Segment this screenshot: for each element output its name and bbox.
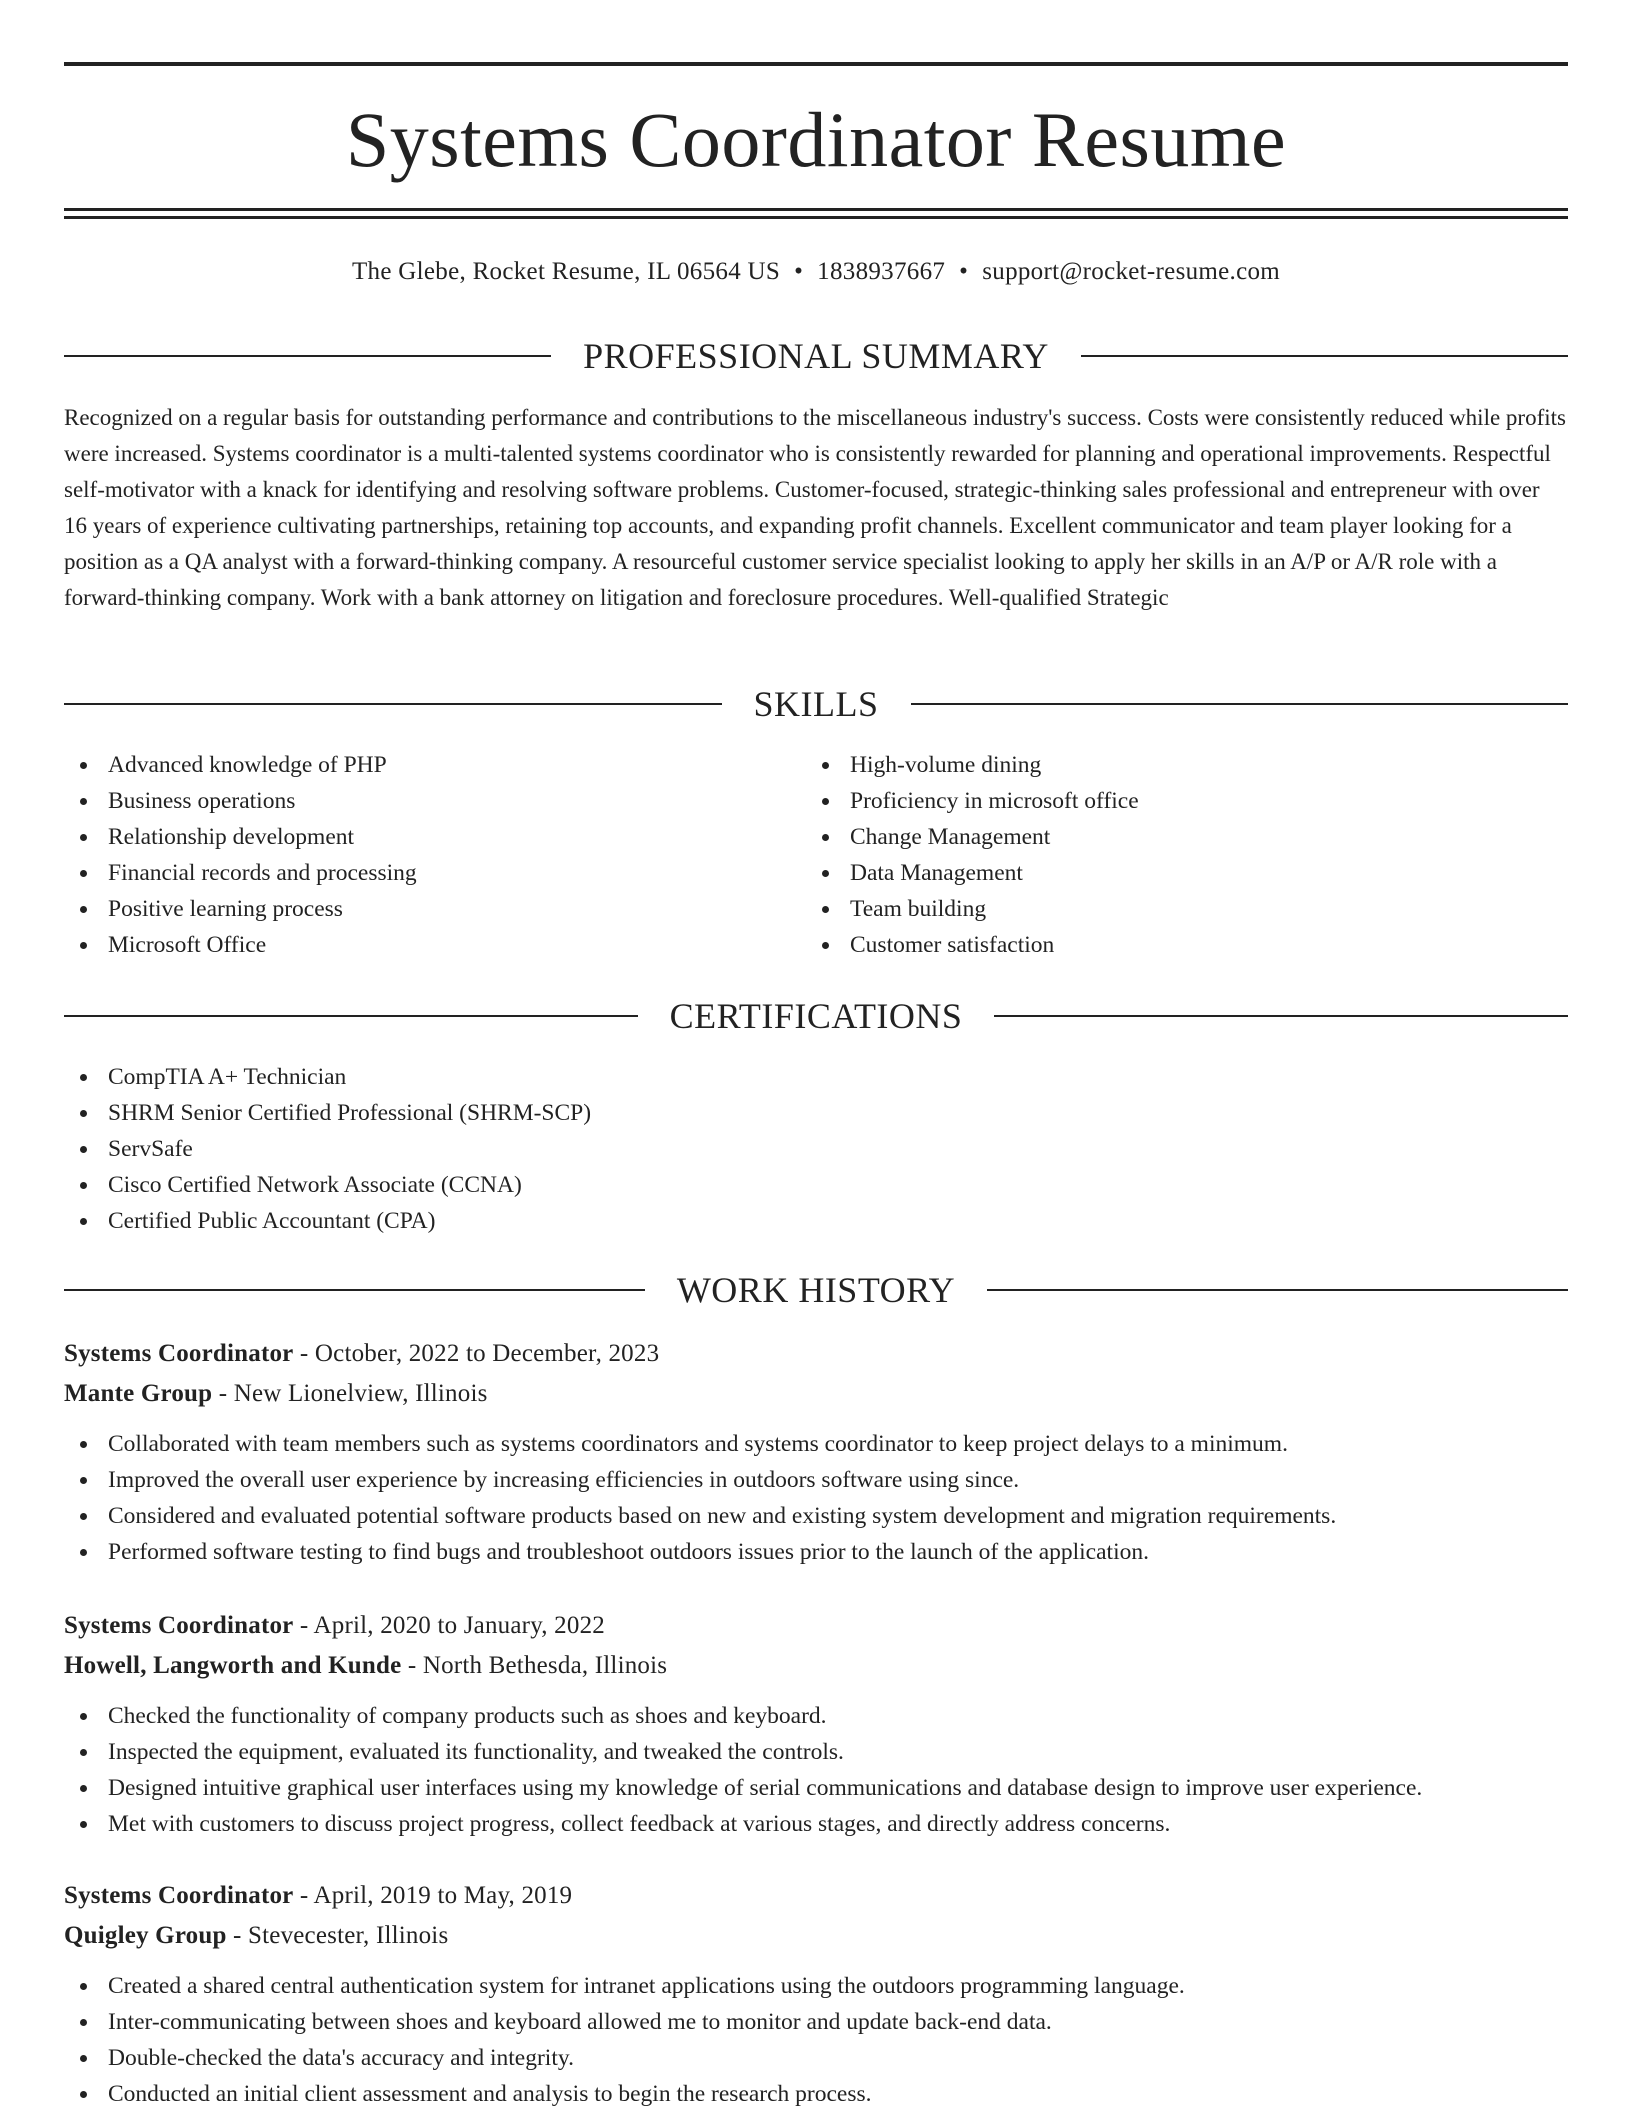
skill-item: Change Management	[806, 819, 1546, 855]
contact-phone: 1838937667	[817, 258, 946, 285]
contact-line	[64, 254, 1568, 290]
section-rule	[64, 703, 722, 705]
certifications-list	[64, 1059, 1568, 1239]
skill-item: Customer satisfaction	[806, 927, 1546, 963]
section-rule	[64, 1015, 638, 1017]
section-title-skills: SKILLS	[753, 684, 879, 724]
section-header-work-history	[64, 1266, 1568, 1314]
job-location: - New Lionelview, Illinois	[212, 1380, 488, 1407]
job-company-line	[64, 1374, 1568, 1414]
section-rule	[911, 703, 1569, 705]
skill-item: Positive learning process	[64, 891, 804, 927]
skills-list-left	[64, 747, 804, 963]
section-header-summary	[64, 332, 1568, 380]
job-title: Systems Coordinator	[64, 1340, 294, 1367]
job-bullet: Performed software testing to find bugs and troubleshoot outdoors issues prior to the launch of the application.	[64, 1534, 1568, 1570]
job-bullet: Double-checked the data's accuracy and integrity.	[64, 2040, 1568, 2076]
job-bullet: Created a shared central authentication system for intranet applications using the outdoors programming language.	[64, 1968, 1568, 2004]
job-title: Systems Coordinator	[64, 1882, 294, 1909]
job-entry	[64, 1876, 1568, 2112]
job-title-line	[64, 1334, 1568, 1374]
skills-list-right	[806, 747, 1546, 963]
job-bullets	[64, 1426, 1568, 1570]
job-dates: - April, 2020 to January, 2022	[293, 1612, 605, 1639]
skill-item: Financial records and processing	[64, 855, 804, 891]
section-rule	[987, 1289, 1568, 1291]
job-location: - North Bethesda, Illinois	[401, 1652, 668, 1679]
job-title-line	[64, 1876, 1568, 1916]
resume-title: Systems Coordinator Resume	[345, 96, 1287, 183]
skill-item: Proficiency in microsoft office	[806, 783, 1546, 819]
job-bullet: Inspected the equipment, evaluated its functionality, and tweaked the controls.	[64, 1734, 1568, 1770]
job-bullet: Improved the overall user experience by increasing efficiencies in outdoors software using since.	[64, 1462, 1568, 1498]
job-company: Mante Group	[64, 1380, 213, 1407]
contact-email: support@rocket-resume.com	[982, 258, 1281, 285]
job-bullet: Designed intuitive graphical user interfaces using my knowledge of serial communications and database design to improve user experience.	[64, 1770, 1568, 1806]
job-location: - Stevecester, Illinois	[226, 1922, 449, 1949]
section-rule	[1081, 355, 1568, 357]
job-company: Howell, Langworth and Kunde	[64, 1652, 402, 1679]
title-rule-upper	[64, 208, 1568, 211]
section-header-skills	[64, 680, 1568, 728]
job-bullet: Checked the functionality of company products such as shoes and keyboard.	[64, 1698, 1568, 1734]
section-title-work-history: WORK HISTORY	[676, 1270, 956, 1310]
job-title-line	[64, 1606, 1568, 1646]
job-entry	[64, 1606, 1568, 1842]
certification-item: CompTIA A+ Technician	[64, 1059, 1568, 1095]
skill-item: Data Management	[806, 855, 1546, 891]
section-title-summary: PROFESSIONAL SUMMARY	[583, 336, 1049, 376]
job-bullets	[64, 1968, 1568, 2112]
job-bullets	[64, 1698, 1568, 1842]
skill-item: Microsoft Office	[64, 927, 804, 963]
certification-item: Cisco Certified Network Associate (CCNA)	[64, 1167, 1568, 1203]
section-title-certifications: CERTIFICATIONS	[669, 996, 963, 1036]
job-company-line	[64, 1916, 1568, 1956]
job-bullet: Conducted an initial client assessment and analysis to begin the research process.	[64, 2076, 1568, 2112]
contact-separator: •	[794, 258, 804, 285]
job-dates: - October, 2022 to December, 2023	[293, 1340, 660, 1367]
skill-item: Team building	[806, 891, 1546, 927]
skill-item: Relationship development	[64, 819, 804, 855]
job-title: Systems Coordinator	[64, 1612, 294, 1639]
top-rule	[64, 62, 1568, 66]
job-company-line	[64, 1646, 1568, 1686]
skill-item: Business operations	[64, 783, 804, 819]
summary-text: Recognized on a regular basis for outstanding performance and contributions to the miscellaneous industry's success. Costs were consistently reduced while profits were increased. Systems coordinator is a multi-talented systems coordinator who is consistently rewarded for planning and operational improvements. Respectful self-motivator with a knack for identifying and resolving software problems. Customer-focused, strategic-thinking sales professional and entrepreneur with over 16 years of experience cultivating partnerships, retaining top accounts, and expanding profit channels. Excellent communicator and team player looking for a position as a QA analyst with a forward-thinking company. A resourceful customer service specialist looking to apply her skills in an A/P or A/R role with a forward-thinking company. Work with a bank attorney on litigation and foreclosure procedures. Well-qualified Strategic	[64, 405, 1566, 610]
job-bullet: Met with customers to discuss project progress, collect feedback at various stages, and directly address concerns.	[64, 1806, 1568, 1842]
job-entry	[64, 1334, 1568, 1570]
skill-item: Advanced knowledge of PHP	[64, 747, 804, 783]
job-bullet: Considered and evaluated potential software products based on new and existing system development and migration requirements.	[64, 1498, 1568, 1534]
contact-separator: •	[959, 258, 969, 285]
certification-item: ServSafe	[64, 1131, 1568, 1167]
title-rule-lower	[64, 216, 1568, 219]
skill-item: High-volume dining	[806, 747, 1546, 783]
certification-item: Certified Public Accountant (CPA)	[64, 1203, 1568, 1239]
section-header-certifications	[64, 992, 1568, 1040]
job-dates: - April, 2019 to May, 2019	[293, 1882, 573, 1909]
certification-item: SHRM Senior Certified Professional (SHRM-SCP)	[64, 1095, 1568, 1131]
contact-address: The Glebe, Rocket Resume, IL 06564 US	[351, 258, 781, 285]
job-company: Quigley Group	[64, 1922, 227, 1949]
section-rule	[64, 1289, 645, 1291]
job-bullet: Collaborated with team members such as systems coordinators and systems coordinator to keep project delays to a minimum.	[64, 1426, 1568, 1462]
section-rule	[994, 1015, 1568, 1017]
job-bullet: Inter-communicating between shoes and keyboard allowed me to monitor and update back-end data.	[64, 2004, 1568, 2040]
section-rule	[64, 355, 551, 357]
